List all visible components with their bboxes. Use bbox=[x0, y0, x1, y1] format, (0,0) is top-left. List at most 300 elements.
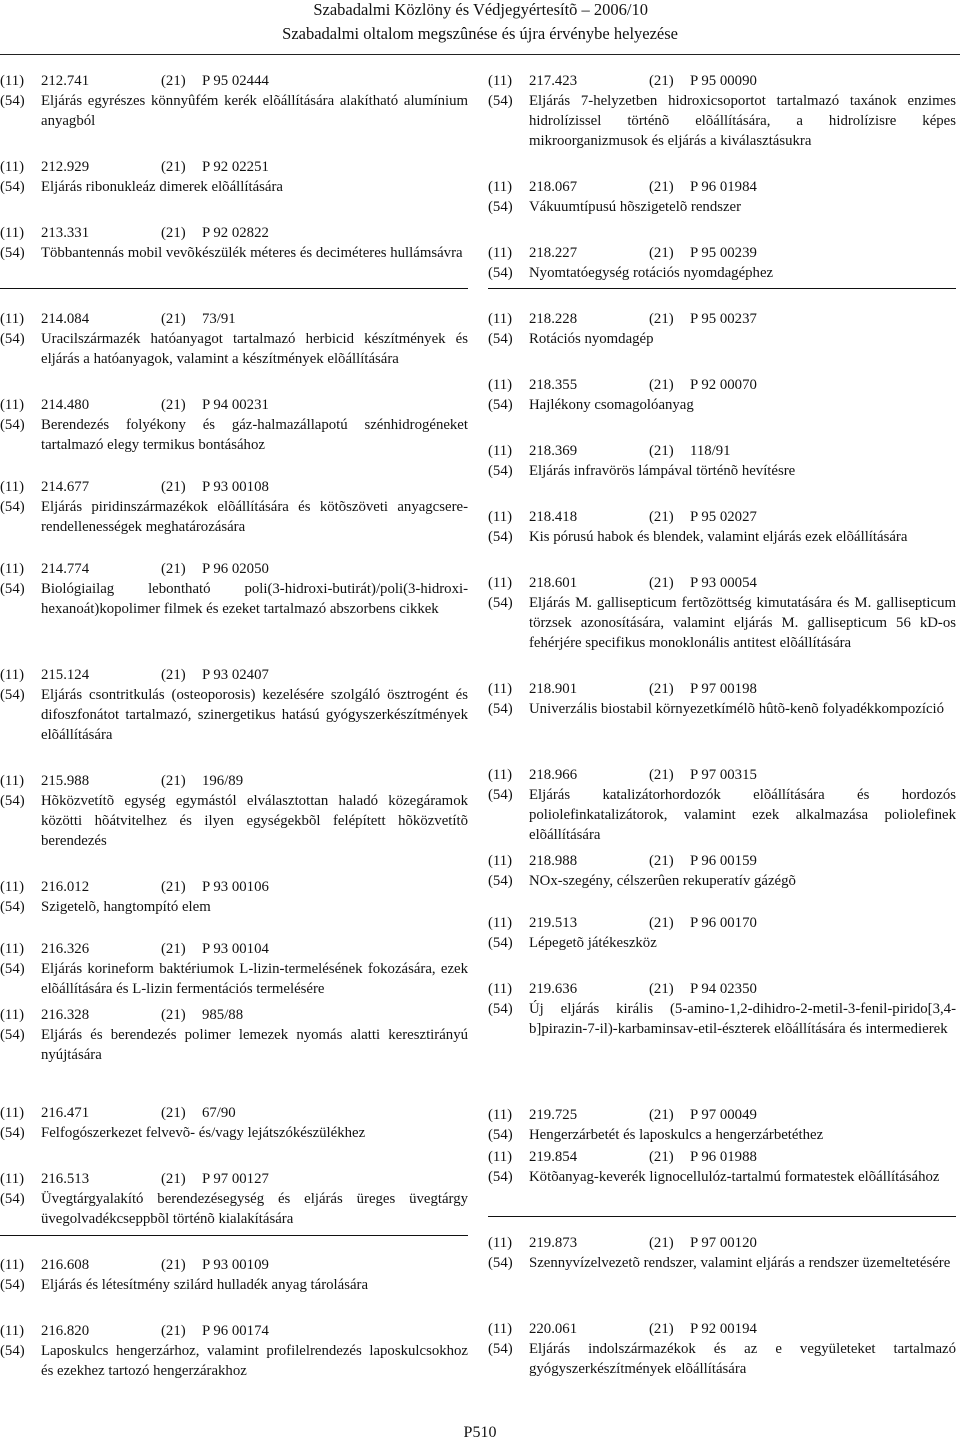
code-21-label: (21) bbox=[161, 159, 186, 175]
patent-title: Biológiailag lebontható poli(3-hidroxi-butirát)/poli(3-hidroxi-hexanoát)kopolimer filmek és ezeket tartalmazó abszorbens cikkek bbox=[41, 581, 468, 617]
patent-title-row bbox=[0, 685, 468, 745]
patent-entry bbox=[488, 1147, 956, 1187]
patent-number: 218.227 bbox=[529, 245, 578, 261]
patent-title: Uracilszármazék hatóanyagot tartalmazó herbicid készítmények és eljárás a hatóanyagok, valamint a készítmények elõállítására bbox=[41, 331, 468, 367]
application-number: P 93 00109 bbox=[202, 1257, 269, 1273]
patent-title: Kötõanyag-keverék lignocellulóz-tartalmú formatestek elõállításához bbox=[529, 1169, 940, 1185]
patent-id-row bbox=[488, 1233, 956, 1253]
code-21-label: (21) bbox=[649, 245, 674, 261]
patent-entry bbox=[0, 1255, 468, 1295]
patent-entry bbox=[488, 913, 956, 953]
code-11-label: (11) bbox=[0, 225, 25, 241]
code-21-label: (21) bbox=[649, 981, 674, 997]
application-number: P 97 00127 bbox=[202, 1171, 269, 1187]
code-11-label: (11) bbox=[0, 479, 25, 495]
application-number: P 96 02050 bbox=[202, 561, 269, 577]
patent-title-row bbox=[0, 897, 468, 917]
application-number: P 97 00120 bbox=[690, 1235, 757, 1251]
code-54-label: (54) bbox=[0, 1191, 25, 1207]
patent-id-row bbox=[0, 1169, 468, 1189]
patent-number: 212.741 bbox=[41, 73, 90, 89]
patent-number: 213.331 bbox=[41, 225, 90, 241]
application-number: P 93 02407 bbox=[202, 667, 269, 683]
patent-id-row bbox=[488, 765, 956, 785]
patent-number: 218.901 bbox=[529, 681, 578, 697]
code-21-label: (21) bbox=[161, 667, 186, 683]
patent-id-row bbox=[488, 177, 956, 197]
application-number: P 95 02027 bbox=[690, 509, 757, 525]
patent-title: Eljárás korineform baktériumok L-lizin-termelésének fokozására, ezek elõállítására és L-lizin fermentációs termelésére bbox=[41, 961, 468, 997]
patent-entry bbox=[0, 71, 468, 131]
patent-number: 216.471 bbox=[41, 1105, 90, 1121]
application-number: 985/88 bbox=[202, 1007, 244, 1023]
code-21-label: (21) bbox=[161, 225, 186, 241]
journal-title: Szabadalmi Közlöny és Védjegyértesítõ – 2006/10 bbox=[313, 0, 648, 19]
application-number: P 92 02251 bbox=[202, 159, 269, 175]
patent-entry bbox=[488, 573, 956, 653]
code-54-label: (54) bbox=[0, 793, 25, 809]
code-11-label: (11) bbox=[488, 1149, 513, 1165]
patent-title-row bbox=[0, 91, 468, 131]
patent-id-row bbox=[488, 243, 956, 263]
code-21-label: (21) bbox=[649, 575, 674, 591]
patent-title-row bbox=[0, 497, 468, 537]
section-divider bbox=[0, 288, 468, 289]
code-54-label: (54) bbox=[0, 1125, 25, 1141]
patent-entry bbox=[488, 71, 956, 151]
code-21-label: (21) bbox=[161, 311, 186, 327]
patent-id-row bbox=[488, 375, 956, 395]
patent-title-row bbox=[488, 461, 956, 481]
code-54-label: (54) bbox=[488, 1127, 513, 1143]
application-number: P 93 00054 bbox=[690, 575, 757, 591]
page-number: P510 bbox=[463, 1424, 497, 1441]
patent-title: Eljárás M. gallisepticum fertõzöttség kimutatására és M. gallisepticum törzsek azonosítására, valamint eljárás M. gallisepticum 56 kD-os fehérjére specifikus monoklonális antitest elõállítására bbox=[529, 595, 956, 651]
code-21-label: (21) bbox=[161, 941, 186, 957]
patent-title-row bbox=[0, 959, 468, 999]
section-divider bbox=[0, 1235, 468, 1236]
patent-title-row bbox=[488, 871, 956, 891]
patent-entry bbox=[0, 223, 468, 263]
patent-title-row bbox=[488, 1167, 956, 1187]
patent-number: 218.418 bbox=[529, 509, 578, 525]
patent-entry bbox=[488, 851, 956, 891]
code-21-label: (21) bbox=[649, 377, 674, 393]
code-11-label: (11) bbox=[488, 1235, 513, 1251]
code-11-label: (11) bbox=[488, 767, 513, 783]
patent-id-row bbox=[0, 309, 468, 329]
patent-title: Eljárás piridinszármazékok elõállítására és kötõszöveti anyagcsere-rendellenességek meghatározására bbox=[41, 499, 468, 535]
patent-title: Eljárás 7-helyzetben hidroxicsoportot tartalmazó taxánok enzimes hidrolízissel történõ elõállítására, a hidrolízisre képes mikroorganizmusok és eljárás a kiválasztásukra bbox=[529, 93, 956, 149]
patent-number: 217.423 bbox=[529, 73, 578, 89]
patent-number: 216.513 bbox=[41, 1171, 90, 1187]
application-number: 196/89 bbox=[202, 773, 244, 789]
application-number: P 92 02822 bbox=[202, 225, 269, 241]
code-11-label: (11) bbox=[0, 879, 25, 895]
patent-entry bbox=[0, 559, 468, 619]
patent-number: 216.326 bbox=[41, 941, 90, 957]
code-21-label: (21) bbox=[161, 1257, 186, 1273]
patent-entry bbox=[0, 395, 468, 455]
code-21-label: (21) bbox=[649, 681, 674, 697]
patent-title: Eljárás indolszármazékok és az e vegyületeket tartalmazó gyógyszerkészítmények elõállítására bbox=[529, 1341, 956, 1377]
patent-id-row bbox=[488, 309, 956, 329]
code-11-label: (11) bbox=[0, 1257, 25, 1273]
application-number: P 95 02444 bbox=[202, 73, 269, 89]
code-11-label: (11) bbox=[488, 1321, 513, 1337]
patent-title: Nyomtatóegység rotációs nyomdagéphez bbox=[529, 265, 774, 281]
patent-title: Üvegtárgyalakító berendezésegység és eljárás üreges üvegtárgy üvegolvadékcseppbõl történõ kialakítására bbox=[41, 1191, 468, 1227]
patent-entry bbox=[0, 771, 468, 851]
code-11-label: (11) bbox=[488, 853, 513, 869]
patent-entry bbox=[488, 441, 956, 481]
patent-title: Eljárás katalizátorhordozók elõállítására és hordozós poliolefinkatalizátorok, valamint ezek alkalmazása poliolefinek elõállítására bbox=[529, 787, 956, 843]
code-54-label: (54) bbox=[488, 463, 513, 479]
section-title: Szabadalmi oltalom megszûnése és újra érvénybe helyezése bbox=[282, 24, 678, 43]
code-21-label: (21) bbox=[161, 1323, 186, 1339]
patent-number: 218.988 bbox=[529, 853, 578, 869]
patent-title-row bbox=[488, 999, 956, 1039]
code-11-label: (11) bbox=[0, 1105, 25, 1121]
patent-id-row bbox=[488, 1147, 956, 1167]
patent-title-row bbox=[488, 933, 956, 953]
patent-title-row bbox=[0, 1025, 468, 1065]
code-54-label: (54) bbox=[488, 873, 513, 889]
application-number: P 96 00174 bbox=[202, 1323, 269, 1339]
code-11-label: (11) bbox=[488, 509, 513, 525]
code-11-label: (11) bbox=[488, 681, 513, 697]
code-21-label: (21) bbox=[649, 509, 674, 525]
code-21-label: (21) bbox=[649, 443, 674, 459]
patent-title-row bbox=[0, 579, 468, 619]
patent-id-row bbox=[488, 441, 956, 461]
application-number: P 93 00104 bbox=[202, 941, 269, 957]
patent-title: Felfogószerkezet felvevõ- és/vagy lejátszókészülékhez bbox=[41, 1125, 366, 1141]
code-54-label: (54) bbox=[0, 93, 25, 109]
patent-id-row bbox=[488, 679, 956, 699]
code-21-label: (21) bbox=[161, 561, 186, 577]
code-54-label: (54) bbox=[0, 179, 25, 195]
code-11-label: (11) bbox=[488, 311, 513, 327]
code-21-label: (21) bbox=[649, 1235, 674, 1251]
patent-id-row bbox=[0, 559, 468, 579]
code-21-label: (21) bbox=[161, 479, 186, 495]
patent-number: 216.012 bbox=[41, 879, 90, 895]
patent-id-row bbox=[0, 771, 468, 791]
code-11-label: (11) bbox=[0, 667, 25, 683]
patent-title: Szennyvízelvezetõ rendszer, valamint eljárás a rendszer üzemeltetésére bbox=[529, 1255, 951, 1271]
code-54-label: (54) bbox=[488, 1255, 513, 1271]
patent-id-row bbox=[0, 395, 468, 415]
patent-id-row bbox=[488, 979, 956, 999]
patent-entry bbox=[488, 1233, 956, 1273]
code-54-label: (54) bbox=[488, 1001, 513, 1017]
patent-number: 219.636 bbox=[529, 981, 578, 997]
patent-entry bbox=[488, 243, 956, 283]
patent-number: 214.774 bbox=[41, 561, 90, 577]
patent-id-row bbox=[488, 1105, 956, 1125]
application-number: P 96 00159 bbox=[690, 853, 757, 869]
patent-title-row bbox=[488, 197, 956, 217]
patent-entry bbox=[0, 1169, 468, 1229]
code-11-label: (11) bbox=[0, 561, 25, 577]
patent-title: Eljárás ribonukleáz dimerek elõállítására bbox=[41, 179, 283, 195]
code-21-label: (21) bbox=[649, 1107, 674, 1123]
patent-number: 214.480 bbox=[41, 397, 90, 413]
patent-number: 214.084 bbox=[41, 311, 90, 327]
code-54-label: (54) bbox=[488, 397, 513, 413]
header-divider bbox=[0, 54, 960, 55]
patent-title: Eljárás egyrészes könnyûfém kerék elõállítására alakítható alumínium anyagból bbox=[41, 93, 468, 129]
code-21-label: (21) bbox=[161, 73, 186, 89]
patent-id-row bbox=[0, 1103, 468, 1123]
patent-title: Eljárás infravörös lámpával történõ hevítésre bbox=[529, 463, 796, 479]
code-54-label: (54) bbox=[0, 499, 25, 515]
code-11-label: (11) bbox=[488, 575, 513, 591]
code-54-label: (54) bbox=[488, 935, 513, 951]
patent-title-row bbox=[488, 1339, 956, 1379]
patent-title: Hengerzárbetét és laposkulcs a hengerzárbetéthez bbox=[529, 1127, 824, 1143]
patent-number: 216.820 bbox=[41, 1323, 90, 1339]
application-number: P 93 00106 bbox=[202, 879, 269, 895]
patent-title-row bbox=[488, 329, 956, 349]
patent-title: Eljárás és létesítmény szilárd hulladék anyag tárolására bbox=[41, 1277, 369, 1293]
patent-entry bbox=[0, 665, 468, 745]
code-11-label: (11) bbox=[0, 941, 25, 957]
patent-entry bbox=[0, 877, 468, 917]
patent-number: 219.873 bbox=[529, 1235, 578, 1251]
code-54-label: (54) bbox=[0, 961, 25, 977]
code-21-label: (21) bbox=[161, 1007, 186, 1023]
application-number: P 96 00170 bbox=[690, 915, 757, 931]
patent-title-row bbox=[488, 263, 956, 283]
patent-title-row bbox=[488, 593, 956, 653]
patent-title: Eljárás csontritkulás (osteoporosis) kezelésére szolgáló ösztrogént és difoszfonátot tartalmazó, szinergetikus hatású gyógyszerkészítmények elõállítására bbox=[41, 687, 468, 743]
patent-number: 220.061 bbox=[529, 1321, 578, 1337]
patent-title: Univerzális biostabil környezetkímélõ hûtõ-kenõ folyadékkompozíció bbox=[529, 701, 945, 717]
patent-number: 218.228 bbox=[529, 311, 578, 327]
patent-number: 215.124 bbox=[41, 667, 90, 683]
code-54-label: (54) bbox=[488, 199, 513, 215]
application-number: P 94 02350 bbox=[690, 981, 757, 997]
application-number: 118/91 bbox=[690, 443, 731, 459]
code-21-label: (21) bbox=[649, 853, 674, 869]
patent-title-row bbox=[488, 1253, 956, 1273]
code-21-label: (21) bbox=[649, 73, 674, 89]
patent-title: Laposkulcs hengerzárhoz, valamint profilelrendezés laposkulcsokhoz és ezekhez tartozó hengerzárakhoz bbox=[41, 1343, 468, 1379]
patent-entry bbox=[0, 1103, 468, 1143]
code-54-label: (54) bbox=[488, 787, 513, 803]
patent-title-row bbox=[0, 329, 468, 369]
patent-id-row bbox=[488, 573, 956, 593]
code-54-label: (54) bbox=[0, 1277, 25, 1293]
patent-title-row bbox=[0, 1341, 468, 1381]
code-11-label: (11) bbox=[0, 311, 25, 327]
patent-id-row bbox=[488, 71, 956, 91]
section-divider bbox=[488, 288, 956, 289]
patent-id-row bbox=[488, 851, 956, 871]
patent-number: 216.328 bbox=[41, 1007, 90, 1023]
patent-id-row bbox=[488, 913, 956, 933]
patent-title: Berendezés folyékony és gáz-halmazállapotú szénhidrogéneket tartalmazó elegy termikus bontásához bbox=[41, 417, 468, 453]
application-number: P 97 00198 bbox=[690, 681, 757, 697]
patent-entry bbox=[0, 1005, 468, 1065]
patent-title: Új eljárás királis (5-amino-1,2-dihidro-2-metil-3-fenil-pirido[3,4-b]pirazin-7-il)-karbaminsav-etil-észterek elõállítására és intermedierek bbox=[529, 1001, 956, 1037]
code-21-label: (21) bbox=[649, 1149, 674, 1165]
patent-entry bbox=[488, 177, 956, 217]
patent-id-row bbox=[0, 223, 468, 243]
patent-title: Hõközvetítõ egység egymástól elválasztottan haladó közegáramok közötti hõátvitelhez és ilyen egységekbõl felépített hõközvetítõ berendezés bbox=[41, 793, 468, 849]
code-11-label: (11) bbox=[488, 981, 513, 997]
patent-number: 218.067 bbox=[529, 179, 578, 195]
patent-number: 218.355 bbox=[529, 377, 578, 393]
patent-number: 219.513 bbox=[529, 915, 578, 931]
patent-title: Lépegetõ játékeszköz bbox=[529, 935, 657, 951]
code-54-label: (54) bbox=[488, 529, 513, 545]
patent-title-row bbox=[0, 791, 468, 851]
code-54-label: (54) bbox=[0, 1027, 25, 1043]
code-11-label: (11) bbox=[488, 1107, 513, 1123]
patent-id-row bbox=[488, 507, 956, 527]
code-21-label: (21) bbox=[649, 179, 674, 195]
patent-title: Szigetelõ, hangtompító elem bbox=[41, 899, 211, 915]
patent-entry bbox=[0, 939, 468, 999]
patent-number: 212.929 bbox=[41, 159, 90, 175]
patent-entry bbox=[488, 765, 956, 845]
code-54-label: (54) bbox=[488, 93, 513, 109]
code-21-label: (21) bbox=[161, 773, 186, 789]
application-number: P 95 00239 bbox=[690, 245, 757, 261]
code-54-label: (54) bbox=[0, 899, 25, 915]
patent-entry bbox=[488, 375, 956, 415]
patent-entry bbox=[488, 1319, 956, 1379]
application-number: P 95 00237 bbox=[690, 311, 757, 327]
application-number: P 93 00108 bbox=[202, 479, 269, 495]
patent-title: NOx-szegény, célszerûen rekuperatív gázégõ bbox=[529, 873, 796, 889]
code-54-label: (54) bbox=[488, 595, 513, 611]
code-54-label: (54) bbox=[488, 331, 513, 347]
patent-id-row bbox=[0, 1005, 468, 1025]
section-divider bbox=[488, 1216, 956, 1217]
patent-id-row bbox=[0, 477, 468, 497]
patent-title: Többantennás mobil vevõkészülék méteres és deciméteres hullámsávra bbox=[41, 245, 463, 261]
application-number: P 96 01984 bbox=[690, 179, 757, 195]
patent-number: 218.369 bbox=[529, 443, 578, 459]
application-number: P 97 00315 bbox=[690, 767, 757, 783]
patent-title-row bbox=[0, 177, 468, 197]
patent-title-row bbox=[488, 527, 956, 547]
code-54-label: (54) bbox=[0, 417, 25, 433]
patent-title-row bbox=[0, 1123, 468, 1143]
code-54-label: (54) bbox=[0, 581, 25, 597]
code-11-label: (11) bbox=[488, 377, 513, 393]
code-54-label: (54) bbox=[488, 1341, 513, 1357]
patent-title-row bbox=[0, 1189, 468, 1229]
code-54-label: (54) bbox=[488, 1169, 513, 1185]
patent-id-row bbox=[0, 71, 468, 91]
patent-id-row bbox=[0, 665, 468, 685]
patent-title-row bbox=[488, 699, 956, 719]
code-11-label: (11) bbox=[488, 915, 513, 931]
patent-title-row bbox=[488, 1125, 956, 1145]
patent-number: 218.601 bbox=[529, 575, 578, 591]
patent-title-row bbox=[488, 785, 956, 845]
patent-entry bbox=[0, 1321, 468, 1381]
patent-id-row bbox=[0, 1255, 468, 1275]
code-21-label: (21) bbox=[649, 767, 674, 783]
patent-title: Eljárás és berendezés polimer lemezek nyomás alatti keresztirányú nyújtására bbox=[41, 1027, 468, 1063]
patent-entry bbox=[488, 507, 956, 547]
patent-title: Kis pórusú habok és blendek, valamint eljárás ezek elõállítására bbox=[529, 529, 908, 545]
patent-number: 216.608 bbox=[41, 1257, 90, 1273]
application-number: P 92 00070 bbox=[690, 377, 757, 393]
patent-number: 215.988 bbox=[41, 773, 90, 789]
code-54-label: (54) bbox=[0, 245, 25, 261]
code-54-label: (54) bbox=[488, 701, 513, 717]
code-21-label: (21) bbox=[649, 1321, 674, 1337]
patent-title: Rotációs nyomdagép bbox=[529, 331, 654, 347]
patent-number: 214.677 bbox=[41, 479, 90, 495]
code-11-label: (11) bbox=[0, 1323, 25, 1339]
application-number: P 92 00194 bbox=[690, 1321, 757, 1337]
patent-title-row bbox=[0, 415, 468, 455]
code-21-label: (21) bbox=[161, 1105, 186, 1121]
application-number: 67/90 bbox=[202, 1105, 236, 1121]
code-11-label: (11) bbox=[0, 397, 25, 413]
patent-id-row bbox=[0, 877, 468, 897]
patent-entry bbox=[488, 1105, 956, 1145]
patent-entry bbox=[488, 679, 956, 719]
code-54-label: (54) bbox=[0, 687, 25, 703]
application-number: P 96 01988 bbox=[690, 1149, 757, 1165]
patent-entry bbox=[488, 309, 956, 349]
code-54-label: (54) bbox=[488, 265, 513, 281]
code-54-label: (54) bbox=[0, 331, 25, 347]
code-21-label: (21) bbox=[161, 879, 186, 895]
patent-title-row bbox=[488, 91, 956, 151]
application-number: P 95 00090 bbox=[690, 73, 757, 89]
patent-title-row bbox=[0, 1275, 468, 1295]
patent-entry bbox=[0, 157, 468, 197]
patent-id-row bbox=[488, 1319, 956, 1339]
code-11-label: (11) bbox=[0, 159, 25, 175]
patent-entry bbox=[488, 979, 956, 1039]
patent-number: 219.725 bbox=[529, 1107, 578, 1123]
patent-entry bbox=[0, 477, 468, 537]
code-11-label: (11) bbox=[488, 73, 513, 89]
code-11-label: (11) bbox=[488, 179, 513, 195]
application-number: 73/91 bbox=[202, 311, 236, 327]
patent-title-row bbox=[488, 395, 956, 415]
patent-title: Vákuumtípusú hõszigetelõ rendszer bbox=[529, 199, 742, 215]
patent-title: Hajlékony csomagolóanyag bbox=[529, 397, 694, 413]
code-21-label: (21) bbox=[649, 915, 674, 931]
patent-id-row bbox=[0, 1321, 468, 1341]
patent-id-row bbox=[0, 157, 468, 177]
code-11-label: (11) bbox=[488, 443, 513, 459]
code-11-label: (11) bbox=[488, 245, 513, 261]
application-number: P 97 00049 bbox=[690, 1107, 757, 1123]
code-21-label: (21) bbox=[161, 1171, 186, 1187]
code-21-label: (21) bbox=[649, 311, 674, 327]
code-11-label: (11) bbox=[0, 1171, 25, 1187]
code-11-label: (11) bbox=[0, 773, 25, 789]
patent-title-row bbox=[0, 243, 468, 263]
code-11-label: (11) bbox=[0, 73, 25, 89]
patent-number: 218.966 bbox=[529, 767, 578, 783]
patent-entry bbox=[0, 309, 468, 369]
code-54-label: (54) bbox=[0, 1343, 25, 1359]
